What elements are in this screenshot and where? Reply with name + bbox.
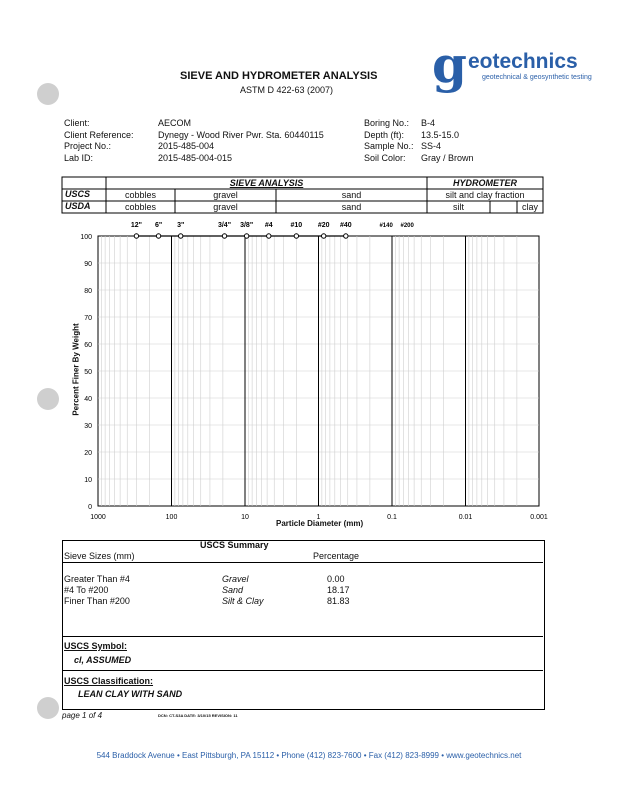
uscs-sand: sand <box>341 190 362 200</box>
summary-divider <box>62 636 543 637</box>
usda-silt: silt <box>453 202 464 212</box>
x-axis-label: Particle Diameter (mm) <box>276 519 364 528</box>
x-tick-label: 10 <box>241 514 249 521</box>
info-label: Client Reference: <box>64 129 134 140</box>
hole-punch <box>37 697 59 719</box>
sieve-labels <box>131 222 415 229</box>
sieve-label: #4 <box>264 222 273 229</box>
info-label: Boring No.: <box>364 118 410 128</box>
usda-label: USDA <box>65 201 91 211</box>
uscs-classification-label: USCS Classification: <box>64 676 154 686</box>
usda-sand: sand <box>341 202 362 212</box>
sieve-label: 3/4" <box>217 222 232 229</box>
sieve-label: #20 <box>317 222 330 229</box>
data-point <box>244 234 248 238</box>
info-value: Dynegy - Wood River Pwr. Sta. 60440115 <box>158 129 324 140</box>
data-point <box>344 234 348 238</box>
y-tick-label: 0 <box>88 504 92 511</box>
y-tick-label: 80 <box>84 288 92 295</box>
summary-row-size: #4 To #200 <box>64 585 109 595</box>
x-tick-label: 1 <box>316 514 321 521</box>
usda-cobbles: cobbles <box>124 202 157 212</box>
summary-divider <box>62 670 543 671</box>
data-point <box>294 234 298 238</box>
info-value: 2015-485-004 <box>158 141 215 151</box>
info-value: SS-4 <box>421 141 442 151</box>
summary-row-percentage: 18.17 <box>327 585 350 595</box>
uscs-symbol-label: USCS Symbol: <box>64 641 128 651</box>
y-tick-label: 60 <box>84 342 92 349</box>
sieve-label: 6" <box>154 222 163 229</box>
geotechnics-logo: g <box>432 35 467 94</box>
sieve-label: #40 <box>339 222 352 229</box>
data-point <box>134 234 138 238</box>
uscs-fines: silt and clay fraction <box>445 190 525 200</box>
sieve-label: #140 <box>379 223 393 229</box>
sieve-label: 3/8" <box>240 222 254 229</box>
info-label: Soil Color: <box>364 152 406 163</box>
info-value: AECOM <box>158 118 192 128</box>
hydrometer-label: HYDROMETER <box>452 178 517 188</box>
logo-tagline: geotechnical & geosynthetic testing <box>482 74 592 81</box>
uscs-classification-value: LEAN CLAY WITH SAND <box>78 689 183 699</box>
data-point <box>321 234 325 238</box>
uscs-symbol-value: cl, ASSUMED <box>74 655 132 665</box>
y-axis-label: Percent Finer By Weight <box>71 323 81 416</box>
sieve-label: #200 <box>400 223 414 229</box>
data-point <box>267 234 271 238</box>
y-tick-label: 90 <box>84 261 92 268</box>
summary-row-percentage: 0.00 <box>327 574 345 584</box>
logo-name: eotechnics <box>468 50 578 73</box>
y-tick-label: 20 <box>84 450 92 457</box>
summary-divider <box>62 562 543 563</box>
data-point <box>178 234 182 238</box>
summary-row-percentage: 81.83 <box>327 596 350 606</box>
y-tick-label: 10 <box>84 477 92 484</box>
x-tick-label: 100 <box>165 514 178 521</box>
y-tick-label: 70 <box>84 315 92 322</box>
x-tick-label: 0.01 <box>458 514 473 521</box>
data-point <box>222 234 226 238</box>
x-tick-label: 0.001 <box>530 514 548 521</box>
info-label: Lab ID: <box>64 152 94 163</box>
uscs-cobbles: cobbles <box>124 190 157 200</box>
y-tick-label: 30 <box>84 423 92 430</box>
y-tick-label: 50 <box>84 369 92 376</box>
summary-row-type: Silt & Clay <box>222 596 264 606</box>
info-label: Client: <box>64 118 90 128</box>
summary-row-size: Finer Than #200 <box>64 596 130 606</box>
info-value: 13.5-15.0 <box>421 129 460 140</box>
summary-col-percentage: Percentage <box>313 551 360 561</box>
x-tick-label: 1000 <box>90 514 106 521</box>
summary-row-size: Greater Than #4 <box>64 574 130 584</box>
footer-contact: 544 Braddock Avenue • East Pittsburgh, PA 15112 • Phone (412) 823-7600 • Fax (412) 823-8999 • www.geotechnics.net <box>96 751 522 760</box>
x-tick-label: 0.1 <box>387 514 397 521</box>
data-point <box>156 234 160 238</box>
info-value: 2015-485-004-015 <box>158 152 233 163</box>
doc-code: DCN: CT-S3A DATE: 3/10/15 REVISION: 11 <box>158 713 238 718</box>
gradation-curve <box>134 234 348 238</box>
page-subtitle: ASTM D 422-63 (2007) <box>240 85 334 95</box>
info-value: Gray / Brown <box>421 152 474 163</box>
summary-row-type: Gravel <box>222 574 249 584</box>
sieve-label: #10 <box>290 222 303 229</box>
page-number: page 1 of 4 <box>62 711 103 720</box>
sieve-label: 3" <box>177 222 185 229</box>
summary-col-sizes: Sieve Sizes (mm) <box>64 551 135 561</box>
y-tick-label: 100 <box>80 234 92 241</box>
info-label: Sample No.: <box>364 141 414 151</box>
y-tick-labels <box>80 234 92 511</box>
uscs-gravel: gravel <box>213 190 238 200</box>
summary-row-type: Sand <box>222 585 244 595</box>
y-tick-label: 40 <box>84 396 92 403</box>
sieve-label: 12" <box>130 222 142 229</box>
usda-gravel: gravel <box>213 202 238 212</box>
uscs-label: USCS <box>65 189 91 199</box>
info-value: B-4 <box>421 118 436 128</box>
usda-clay: clay <box>521 202 538 212</box>
info-label: Depth (ft): <box>364 129 405 140</box>
page-title: SIEVE AND HYDROMETER ANALYSIS <box>180 70 378 82</box>
summary-title: USCS Summary <box>200 540 269 550</box>
sieve-analysis-label: SIEVE ANALYSIS <box>229 178 304 188</box>
info-label: Project No.: <box>64 141 112 151</box>
